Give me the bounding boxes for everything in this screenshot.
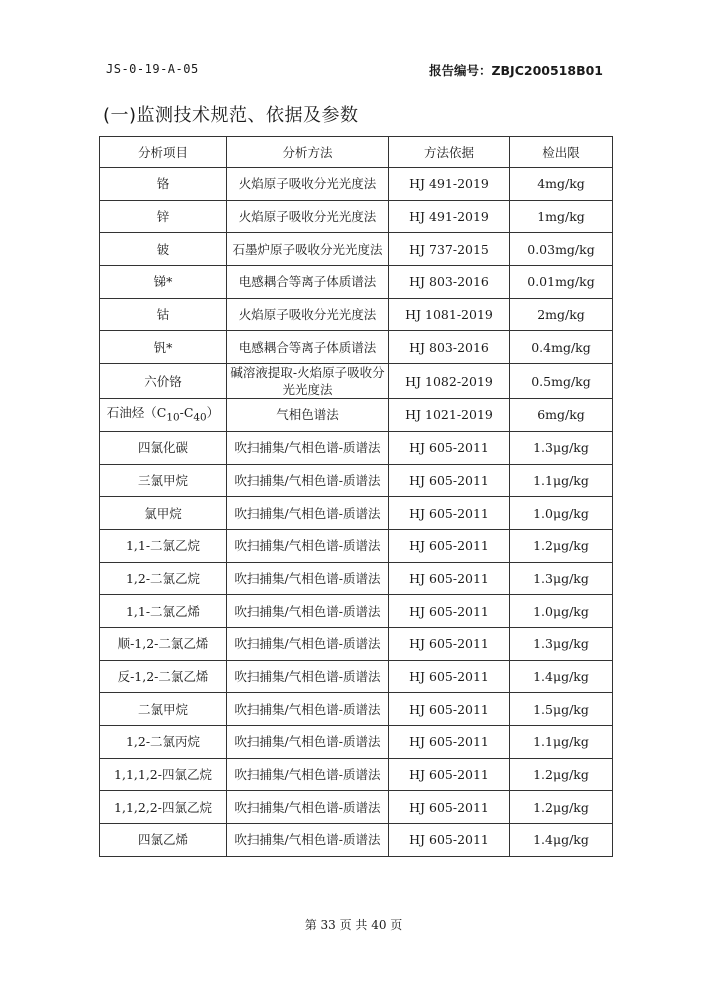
cell-limit: 1.2μg/kg xyxy=(510,529,613,562)
table-row xyxy=(100,364,613,399)
cell-method: 吹扫捕集/气相色谱-质谱法 xyxy=(227,693,389,726)
cell-method: 电感耦合等离子体质谱法 xyxy=(227,266,389,299)
cell-method: 火焰原子吸收分光光度法 xyxy=(227,298,389,331)
header-basis: 方法依据 xyxy=(389,137,510,168)
cell-method: 石墨炉原子吸收分光光度法 xyxy=(227,233,389,266)
table-row xyxy=(100,266,613,299)
cell-limit: 6mg/kg xyxy=(510,399,613,432)
table-row xyxy=(100,298,613,331)
cell-item: 反-1,2-二氯乙烯 xyxy=(100,660,227,693)
cell-item: 铍 xyxy=(100,233,227,266)
header-method: 分析方法 xyxy=(227,137,389,168)
cell-limit: 1.4μg/kg xyxy=(510,660,613,693)
cell-method: 气相色谱法 xyxy=(227,399,389,432)
cell-item: 氯甲烷 xyxy=(100,497,227,530)
table-row xyxy=(100,824,613,857)
cell-basis: HJ 1082-2019 xyxy=(389,364,510,399)
cell-basis: HJ 605-2011 xyxy=(389,693,510,726)
cell-basis: HJ 605-2011 xyxy=(389,758,510,791)
report-number: 报告编号：ZBJC200518B01 xyxy=(428,63,603,78)
cell-method: 吹扫捕集/气相色谱-质谱法 xyxy=(227,431,389,464)
table-header-row xyxy=(100,137,613,168)
cell-method: 吹扫捕集/气相色谱-质谱法 xyxy=(227,660,389,693)
cell-basis: HJ 803-2016 xyxy=(389,266,510,299)
cell-basis: HJ 605-2011 xyxy=(389,529,510,562)
cell-item: 1,1-二氯乙烯 xyxy=(100,595,227,628)
cell-basis: HJ 605-2011 xyxy=(389,791,510,824)
cell-method: 吹扫捕集/气相色谱-质谱法 xyxy=(227,562,389,595)
header-limit: 检出限 xyxy=(510,137,613,168)
cell-item: 1,2-二氯乙烷 xyxy=(100,562,227,595)
cell-basis: HJ 605-2011 xyxy=(389,726,510,759)
cell-limit: 1.1μg/kg xyxy=(510,464,613,497)
table-row xyxy=(100,791,613,824)
page-number: 第 33 页 共 40 页 xyxy=(304,918,403,932)
cell-item: 顺-1,2-二氯乙烯 xyxy=(100,627,227,660)
cell-limit: 1.2μg/kg xyxy=(510,758,613,791)
cell-method: 吹扫捕集/气相色谱-质谱法 xyxy=(227,824,389,857)
cell-limit: 1.4μg/kg xyxy=(510,824,613,857)
cell-limit: 1.5μg/kg xyxy=(510,693,613,726)
cell-method: 吹扫捕集/气相色谱-质谱法 xyxy=(227,791,389,824)
cell-basis: HJ 491-2019 xyxy=(389,168,510,201)
cell-method: 电感耦合等离子体质谱法 xyxy=(227,331,389,364)
table-row xyxy=(100,431,613,464)
cell-limit: 1.2μg/kg xyxy=(510,791,613,824)
cell-limit: 1.3μg/kg xyxy=(510,431,613,464)
cell-item: 1,1-二氯乙烷 xyxy=(100,529,227,562)
cell-basis: HJ 605-2011 xyxy=(389,497,510,530)
cell-item: 钴 xyxy=(100,298,227,331)
table-row xyxy=(100,562,613,595)
cell-method: 吹扫捕集/气相色谱-质谱法 xyxy=(227,529,389,562)
cell-method: 吹扫捕集/气相色谱-质谱法 xyxy=(227,497,389,530)
cell-basis: HJ 605-2011 xyxy=(389,595,510,628)
cell-basis: HJ 605-2011 xyxy=(389,431,510,464)
table-row xyxy=(100,595,613,628)
cell-basis: HJ 605-2011 xyxy=(389,824,510,857)
cell-basis: HJ 1021-2019 xyxy=(389,399,510,432)
table-row xyxy=(100,726,613,759)
cell-basis: HJ 491-2019 xyxy=(389,200,510,233)
table-row xyxy=(100,233,613,266)
cell-method: 吹扫捕集/气相色谱-质谱法 xyxy=(227,627,389,660)
cell-item: 四氯乙烯 xyxy=(100,824,227,857)
cell-limit: 1.0μg/kg xyxy=(510,595,613,628)
cell-limit: 1.3μg/kg xyxy=(510,562,613,595)
table-row xyxy=(100,464,613,497)
header-item: 分析项目 xyxy=(100,137,227,168)
cell-limit: 2mg/kg xyxy=(510,298,613,331)
cell-basis: HJ 605-2011 xyxy=(389,660,510,693)
cell-item: 1,1,2,2-四氯乙烷 xyxy=(100,791,227,824)
cell-method: 吹扫捕集/气相色谱-质谱法 xyxy=(227,595,389,628)
cell-limit: 1mg/kg xyxy=(510,200,613,233)
table-row xyxy=(100,660,613,693)
cell-method: 火焰原子吸收分光光度法 xyxy=(227,168,389,201)
cell-item: 锌 xyxy=(100,200,227,233)
cell-item: 1,2-二氯丙烷 xyxy=(100,726,227,759)
table-row xyxy=(100,529,613,562)
table-row xyxy=(100,627,613,660)
cell-method: 碱溶液提取-火焰原子吸收分光光度法 xyxy=(227,364,389,399)
cell-item: 二氯甲烷 xyxy=(100,693,227,726)
table-row xyxy=(100,331,613,364)
cell-basis: HJ 605-2011 xyxy=(389,464,510,497)
table-row xyxy=(100,168,613,201)
cell-basis: HJ 737-2015 xyxy=(389,233,510,266)
cell-method: 吹扫捕集/气相色谱-质谱法 xyxy=(227,758,389,791)
cell-method: 吹扫捕集/气相色谱-质谱法 xyxy=(227,464,389,497)
monitoring-spec-table xyxy=(99,136,613,857)
cell-item: 四氯化碳 xyxy=(100,431,227,464)
document-code: JS-0-19-A-05 xyxy=(106,62,199,76)
cell-item: 1,1,1,2-四氯乙烷 xyxy=(100,758,227,791)
cell-limit: 1.1μg/kg xyxy=(510,726,613,759)
table-row xyxy=(100,693,613,726)
cell-limit: 0.4mg/kg xyxy=(510,331,613,364)
cell-limit: 1.0μg/kg xyxy=(510,497,613,530)
cell-limit: 0.03mg/kg xyxy=(510,233,613,266)
section-title: (一)监测技术规范、依据及参数 xyxy=(103,105,359,126)
cell-method: 吹扫捕集/气相色谱-质谱法 xyxy=(227,726,389,759)
cell-limit: 0.01mg/kg xyxy=(510,266,613,299)
cell-item: 石油烃$(C_{10}-C_{40})$ xyxy=(100,399,227,432)
cell-limit: 1.3μg/kg xyxy=(510,627,613,660)
table-row xyxy=(100,399,613,432)
table-body xyxy=(100,168,613,857)
cell-method: 火焰原子吸收分光光度法 xyxy=(227,200,389,233)
cell-basis: HJ 605-2011 xyxy=(389,562,510,595)
table-row xyxy=(100,758,613,791)
cell-limit: 0.5mg/kg xyxy=(510,364,613,399)
cell-item: 锑* xyxy=(100,266,227,299)
cell-limit: 4mg/kg xyxy=(510,168,613,201)
cell-item: 三氯甲烷 xyxy=(100,464,227,497)
cell-item: 铬 xyxy=(100,168,227,201)
table-row xyxy=(100,200,613,233)
cell-item: 六价铬 xyxy=(100,364,227,399)
cell-basis: HJ 1081-2019 xyxy=(389,298,510,331)
cell-item: 钒* xyxy=(100,331,227,364)
cell-basis: HJ 803-2016 xyxy=(389,331,510,364)
cell-basis: HJ 605-2011 xyxy=(389,627,510,660)
table-row xyxy=(100,497,613,530)
